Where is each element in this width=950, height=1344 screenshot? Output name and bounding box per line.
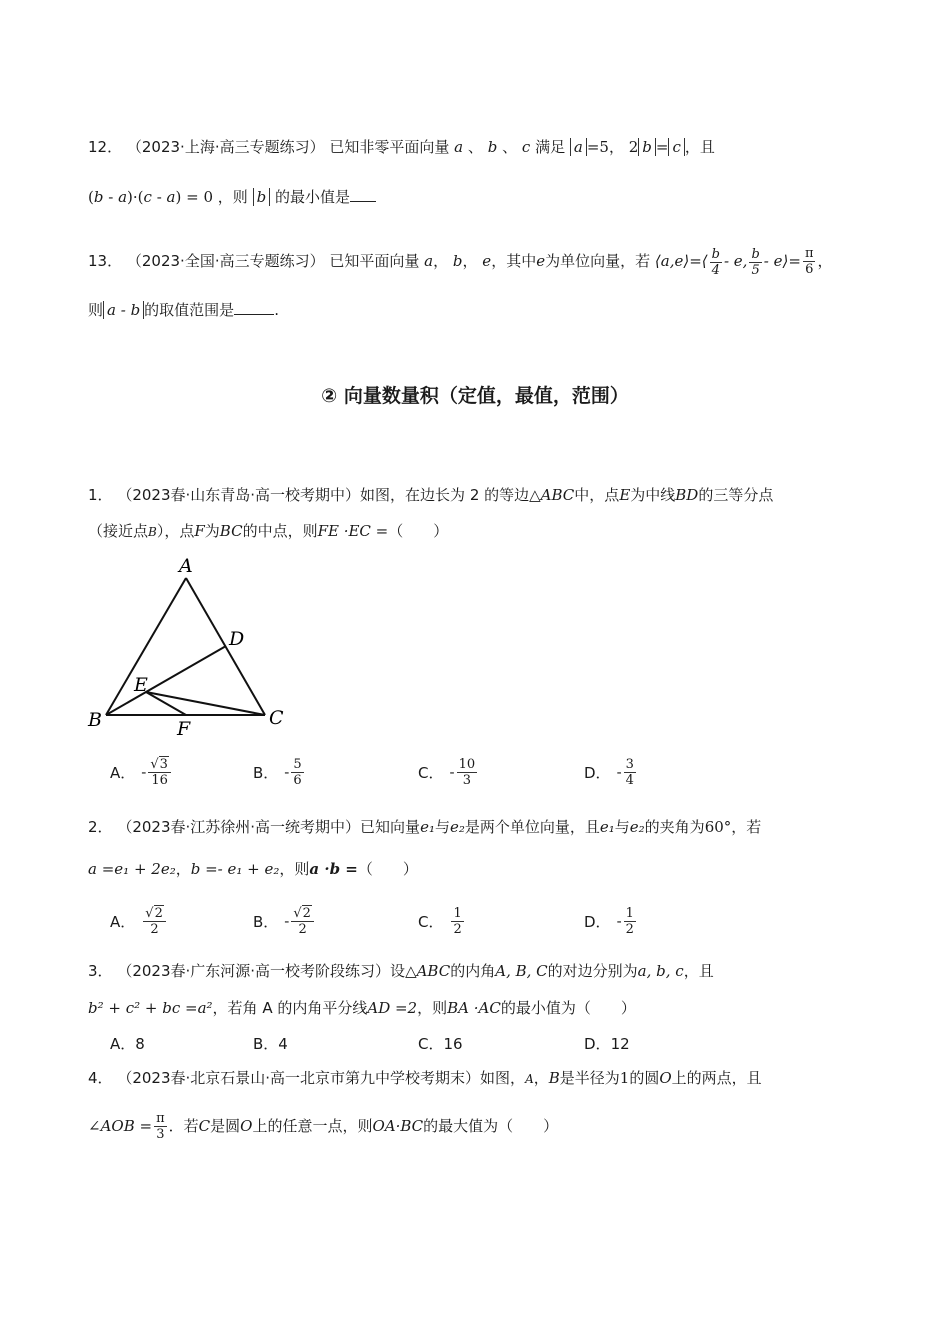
p4-text-f: 是圆 <box>210 1117 241 1135</box>
p2-option-d-sign: - <box>616 912 622 930</box>
p2-text-f: ，若 <box>731 818 762 836</box>
q13-var-e: e <box>482 252 492 270</box>
label-a: A <box>179 555 193 577</box>
q13-answer-blank[interactable] <box>234 300 274 315</box>
label-e: E <box>134 674 148 696</box>
p3-option-b-label: B． <box>253 1035 279 1053</box>
p3-option-a-label: A． <box>110 1035 136 1053</box>
p1-option-a-num: √3 <box>148 757 171 773</box>
p2-option-a[interactable] <box>110 899 168 943</box>
p4-b: B <box>548 1069 560 1087</box>
q13-line1: 13． （2023·全国·高三专题练习） 已知平面向量 a， b， e，其中e为单位向量，若 ⟨a,e⟩=⟨ $\frac{b}{4}$ - e, $\frac{b}{5}$ - e⟩= $\frac{\pi}{6}$ ， <box>88 246 833 278</box>
p2-text-e: 的夹角为 <box>644 818 705 836</box>
p2-option-d-num: 1 <box>625 905 634 921</box>
p3-text-c: 的对边分别为 <box>547 962 638 980</box>
p2-text-a: 已知向量 <box>360 818 421 836</box>
p2-e2: e₂ <box>449 818 465 836</box>
p3-source: （2023春·广东河源·高一校考阶段练习） <box>117 962 391 980</box>
q13-frac-b4 <box>710 247 722 278</box>
p1-option-c[interactable] <box>418 750 479 794</box>
p3-text-f: ，则 <box>417 999 448 1017</box>
q13-eq: = <box>689 252 702 270</box>
p1-option-b-sign: - <box>284 763 290 781</box>
p3-text-b: 的内角 <box>450 962 496 980</box>
p4-text-a: 如图， <box>480 1069 526 1087</box>
p1-text-a: 如图，在边长为 2 的等边 <box>360 486 530 504</box>
q13-comma: ， <box>817 252 833 270</box>
label-c: C <box>269 707 284 729</box>
p4-source: （2023春·北京石景山·高一北京市第九中学校考期末） <box>117 1069 481 1087</box>
q13-pi: π <box>804 246 814 261</box>
p4-one: 1 <box>619 1069 630 1087</box>
p2-dot: a ·b = <box>309 860 358 878</box>
p1-option-a-sign: - <box>141 763 147 781</box>
p2-option-a-den: 2 <box>150 921 159 937</box>
p1-dot-expr: FE ·EC = <box>317 522 389 540</box>
p2-text-g: ，则 <box>279 860 310 878</box>
p3-option-c-label: C． <box>418 1035 444 1053</box>
q13-minus-e1: - e, <box>723 252 748 270</box>
p4-a: A <box>525 1072 534 1086</box>
q12-comma1: ， <box>608 138 624 156</box>
q12-text-c: ，且 <box>684 138 715 156</box>
q13-abs-expr: a - b <box>103 301 144 319</box>
p2-option-c-den: 2 <box>453 921 462 937</box>
p4-pi: π <box>156 1111 165 1126</box>
q12-var-a: a <box>454 138 464 156</box>
p2-line1 <box>88 816 761 838</box>
p3-angles: A, B, C <box>495 962 548 980</box>
p3-option-a[interactable] <box>110 1033 145 1055</box>
q12-text-b: 满足 <box>535 138 566 156</box>
p2-comma: ， <box>175 860 191 878</box>
p2-option-c-label: C． <box>418 912 444 931</box>
p1-bc: BC <box>219 522 243 540</box>
p4-text-h: 的最大值为（ ） <box>423 1117 559 1135</box>
p1-line2-c: 为 <box>204 522 220 540</box>
q13-text-c: 为单位向量，若 <box>545 252 651 270</box>
q13-text-a: 已知平面向量 <box>329 252 420 270</box>
p4-text-b: 是半径为 <box>559 1069 620 1087</box>
p1-tri: △ABC <box>529 486 575 504</box>
p2-angle: 60° <box>704 818 732 836</box>
p2-option-a-frac <box>143 906 166 937</box>
p1-option-a-frac <box>148 757 171 788</box>
q13-period: . <box>274 301 279 319</box>
q13-eq2: = <box>788 252 801 270</box>
p2-option-c[interactable] <box>418 899 466 943</box>
p4-o: O <box>659 1069 672 1087</box>
p2-option-d-label: D． <box>584 912 611 931</box>
p1-line2-d: 的中点，则 <box>242 522 318 540</box>
q13-angle-rhs: ⟨ $\frac{b}{4}$ - e, $\frac{b}{5}$ - e⟩ <box>701 246 789 278</box>
p4-text-e: ．若 <box>168 1117 199 1135</box>
p4-line2 <box>88 1111 558 1142</box>
q13-var-b: b <box>452 252 463 270</box>
p2-def-b: b =- e₁ + e₂ <box>190 860 280 878</box>
p1-text-d: 的三等分点 <box>698 486 774 504</box>
q13-var-a: a <box>424 252 434 270</box>
q12-abs-a: a <box>570 138 587 156</box>
q12-number: 12． <box>88 138 123 156</box>
p2-option-b-label: B． <box>253 912 279 931</box>
p4-text-g: 上的任意一点，则 <box>252 1117 373 1135</box>
p3-text-e: ，若角 A 的内角平分线 <box>212 999 368 1017</box>
sqrt-radicand: 3 <box>159 756 168 772</box>
q13-frac-b4-den: 4 <box>711 262 720 278</box>
p4-den3: 3 <box>156 1127 165 1142</box>
p1-option-a[interactable] <box>110 750 173 794</box>
p2-option-b-sign: - <box>284 912 290 930</box>
p2-option-b-num: √2 <box>291 906 314 922</box>
sqrt-radicand: 2 <box>154 905 163 921</box>
p3-option-a-value: 8 <box>135 1035 145 1053</box>
q12-var-b: b <box>487 138 498 156</box>
p2-paren: （ ） <box>357 860 418 878</box>
p1-f: F <box>194 522 205 540</box>
p2-number: 2． <box>88 818 113 836</box>
p2-option-d-frac <box>624 906 636 937</box>
p2-text-b: 与 <box>434 818 450 836</box>
q12-expr-a1: a <box>118 188 128 206</box>
p3-sides: a, b, c <box>637 962 684 980</box>
q12-source: （2023·上海·高三专题练习） <box>126 138 325 156</box>
p4-dot: OA·BC <box>372 1117 424 1135</box>
label-b: B <box>88 709 102 731</box>
q12-abs-b: b <box>638 138 656 156</box>
p1-option-d[interactable] <box>584 750 638 794</box>
q12-line2 <box>88 186 376 208</box>
p1-source: （2023春·山东青岛·高一校考期中） <box>117 486 361 504</box>
p1-text-b: 中，点 <box>574 486 620 504</box>
q12-two: 2 <box>628 138 639 156</box>
p2-e1: e₁ <box>420 818 435 836</box>
p1-line2 <box>88 520 448 543</box>
p1-option-b-label: B． <box>253 763 279 782</box>
triangle-figure <box>80 550 290 740</box>
section-title: ② 向量数量积（定值，最值，范围） <box>321 385 629 407</box>
q13-line2-a: 则 <box>88 301 104 319</box>
p2-option-b-den: 2 <box>298 921 307 937</box>
q13-line2 <box>88 299 279 321</box>
p1-option-b-num: 5 <box>293 756 302 772</box>
p2-option-a-label: A． <box>110 912 136 931</box>
sqrt-radicand: 2 <box>302 905 311 921</box>
p3-ad: AD =2 <box>367 999 418 1017</box>
p1-b: B <box>148 525 157 539</box>
q12-text: 已知非零平面向量 <box>329 138 450 156</box>
p3-number: 3． <box>88 962 113 980</box>
q12-cond1: =5 <box>586 138 609 156</box>
p3-option-c-value: 16 <box>443 1035 463 1053</box>
q13-frac-pi6 <box>803 246 816 277</box>
q12-answer-blank[interactable] <box>350 187 376 202</box>
q12-expr-c: c <box>143 188 152 206</box>
p1-option-a-label: A． <box>110 763 136 782</box>
p1-option-d-den: 4 <box>625 772 634 788</box>
p3-text-a: 设 <box>390 962 406 980</box>
q12-expr-lhs: (b - a)·(c - a) <box>88 188 182 206</box>
q13-source: （2023·全国·高三专题练习） <box>126 252 325 270</box>
p2-option-b[interactable] <box>253 899 316 943</box>
p4-frac-pi3 <box>154 1111 167 1142</box>
p3-line1 <box>88 960 714 982</box>
q12-abs-c: c <box>668 138 684 156</box>
p1-option-a-den: 16 <box>151 772 168 788</box>
q12-sep1: 、 <box>467 138 483 156</box>
p1-option-d-frac <box>624 757 636 788</box>
q13-frac-b4-num: b <box>711 246 720 262</box>
p2-option-b-frac <box>291 906 314 937</box>
p3-text-d: ，且 <box>683 962 714 980</box>
p1-option-c-den: 3 <box>462 772 471 788</box>
p1-option-d-label: D． <box>584 763 611 782</box>
q12-line1 <box>88 136 715 158</box>
p2-option-a-num: √2 <box>143 906 166 922</box>
p4-o2: O <box>240 1117 253 1135</box>
p3-text-g: 的最小值为（ ） <box>500 999 636 1017</box>
p2-text-d: 与 <box>614 818 630 836</box>
p1-option-b-frac <box>291 757 303 788</box>
p4-sep: ， <box>533 1069 549 1087</box>
p1-option-c-label: C． <box>418 763 444 782</box>
q12-expr-a2: a <box>166 188 176 206</box>
q12-abs-b2: b <box>253 188 271 206</box>
q12-text-e: 的最小值是 <box>274 188 350 206</box>
p4-c: C <box>198 1117 211 1135</box>
p3-option-b[interactable] <box>253 1033 288 1055</box>
p1-option-c-sign: - <box>449 763 455 781</box>
q12-cond2: = <box>655 138 669 156</box>
p1-paren: （ ） <box>388 522 449 540</box>
p1-number: 1． <box>88 486 113 504</box>
p2-source: （2023春·江苏徐州·高一统考期中） <box>117 818 361 836</box>
q13-den6: 6 <box>805 262 814 277</box>
p1-line2-b: ），点 <box>156 522 195 540</box>
q12-text-d: ，则 <box>217 188 248 206</box>
q13-minus-e2: - e <box>763 252 783 270</box>
p3-dot: BA ·AC <box>447 999 501 1017</box>
p2-line2 <box>88 858 418 880</box>
p1-text-c: 为中线 <box>630 486 676 504</box>
p2-text-c: 是两个单位向量，且 <box>464 818 600 836</box>
p3-eq: b² + c² + bc =a² <box>88 999 213 1017</box>
q13-angle-lhs: ⟨a,e⟩ <box>654 252 690 270</box>
q13-number: 13． <box>88 252 123 270</box>
q12-expr-b: b <box>93 188 104 206</box>
p3-option-b-value: 4 <box>278 1035 288 1053</box>
p1-option-c-frac <box>457 757 478 788</box>
p2-e1b: e₁ <box>599 818 615 836</box>
q13-text-b: ，其中 <box>491 252 537 270</box>
p2-option-c-num: 1 <box>453 905 462 921</box>
p4-text-c: 的圆 <box>629 1069 660 1087</box>
p3-tri: △ABC <box>405 962 451 980</box>
p1-option-d-num: 3 <box>625 756 634 772</box>
p1-option-b-den: 6 <box>293 772 302 788</box>
p3-option-d-label: D． <box>584 1035 611 1053</box>
q13-angle-lhs-text: a,e <box>660 252 684 270</box>
q13-frac-b5 <box>749 247 761 278</box>
p4-line1 <box>88 1067 762 1090</box>
p4-angle: ∠AOB = <box>88 1117 153 1135</box>
p1-bd: BD <box>675 486 699 504</box>
q13-frac-b5-den: 5 <box>751 262 760 278</box>
p1-line2-a: （接近点 <box>88 522 149 540</box>
q12-sep2: 、 <box>502 138 518 156</box>
p2-e2b: e₂ <box>629 818 645 836</box>
p1-option-b[interactable] <box>253 750 306 794</box>
p1-line1 <box>88 484 773 506</box>
p3-option-d-value: 12 <box>610 1035 630 1053</box>
p2-option-c-frac <box>451 906 463 937</box>
q12-expr-rhs: = 0 <box>186 188 214 206</box>
p1-option-d-sign: - <box>616 763 622 781</box>
p4-text-d: 上的两点，且 <box>671 1069 762 1087</box>
p3-option-c[interactable] <box>418 1033 463 1055</box>
p3-option-d[interactable] <box>584 1033 630 1055</box>
p2-option-d-den: 2 <box>625 921 634 937</box>
p1-e: E <box>619 486 631 504</box>
q13-line2-b: 的取值范围是 <box>144 301 235 319</box>
label-f: F <box>177 718 191 740</box>
q13-frac-b5-num: b <box>751 246 760 262</box>
p3-line2 <box>88 997 636 1019</box>
p2-option-d[interactable] <box>584 899 638 943</box>
q12-var-c: c <box>521 138 531 156</box>
segment-ec <box>146 692 265 715</box>
p2-def-a: a =e₁ + 2e₂ <box>88 860 176 878</box>
label-d: D <box>229 628 245 650</box>
q13-var-e2: e <box>536 252 546 270</box>
p4-number: 4． <box>88 1069 113 1087</box>
p1-option-c-num: 10 <box>458 756 476 772</box>
